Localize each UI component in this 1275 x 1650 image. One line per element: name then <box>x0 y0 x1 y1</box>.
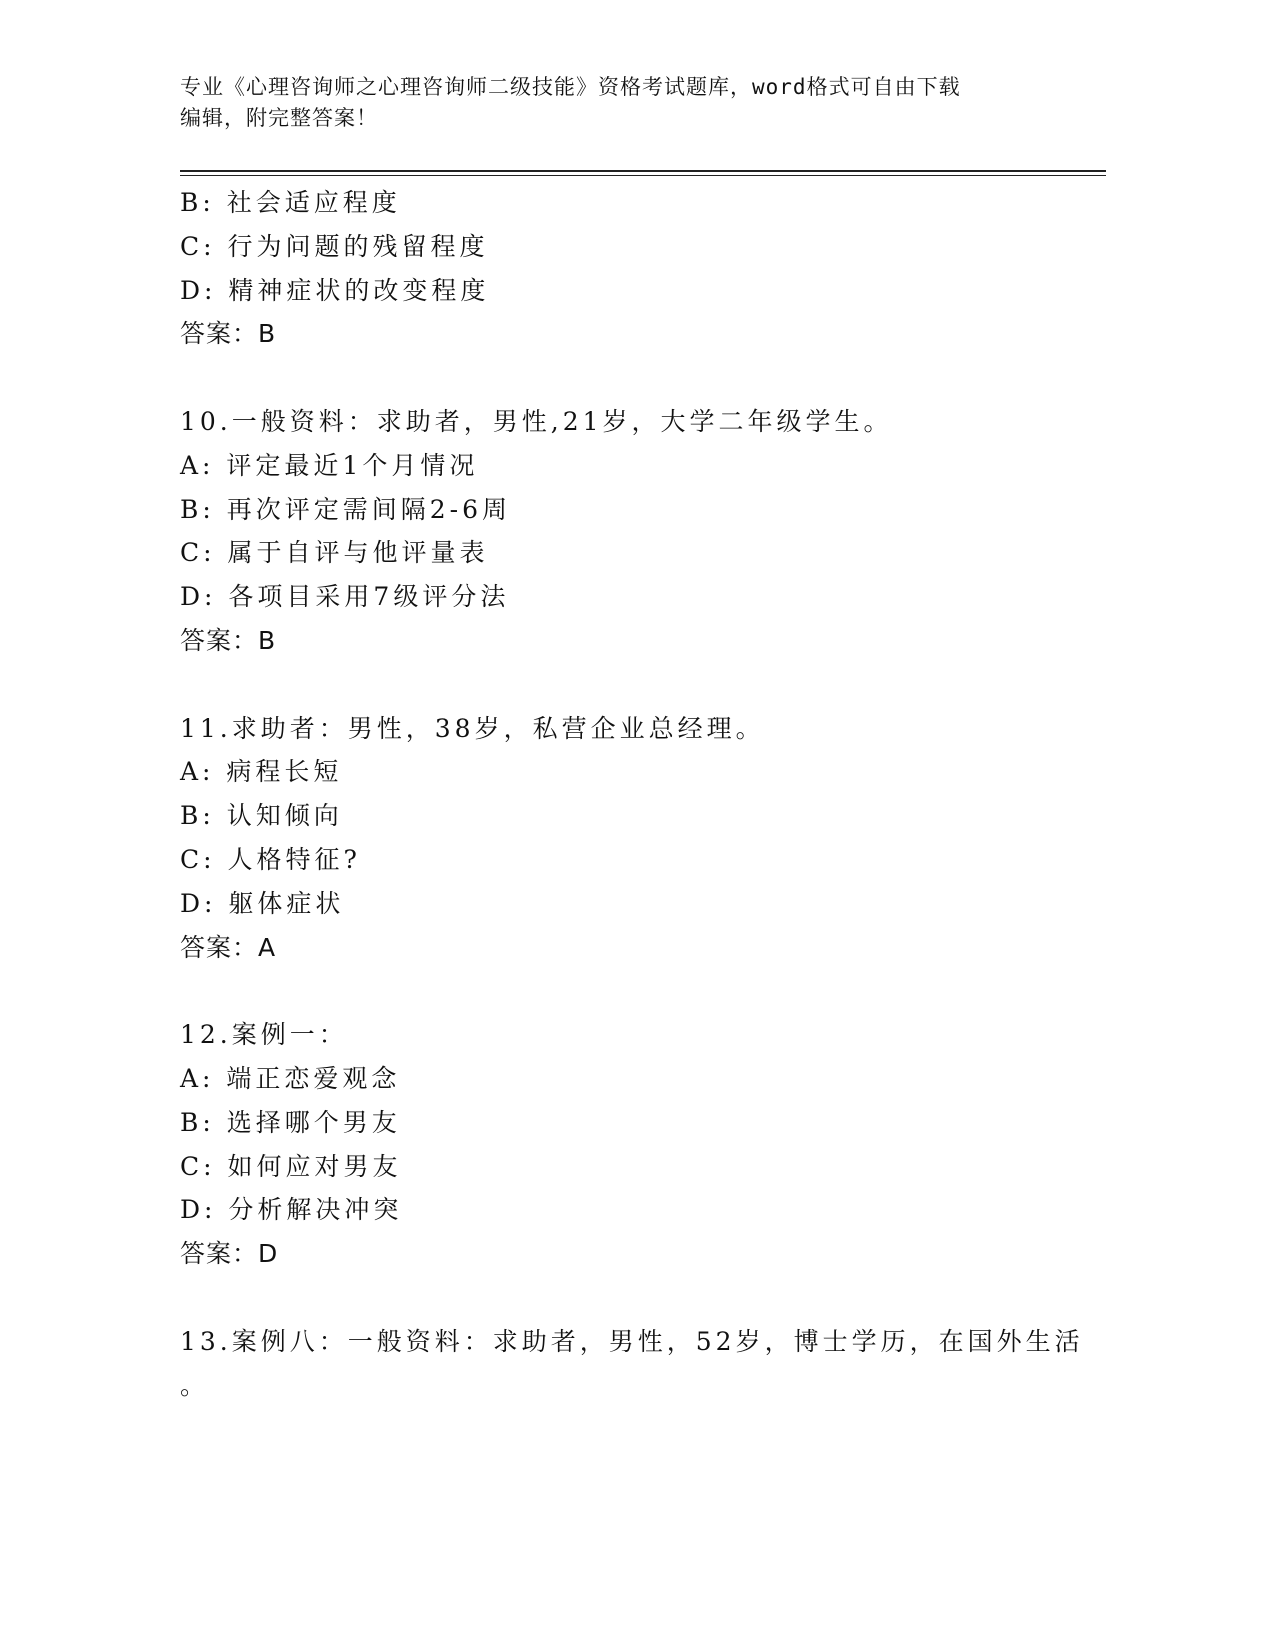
option-b: B: 认知倾向 <box>180 801 343 831</box>
option-b: B: 社会适应程度 <box>180 188 401 217</box>
question-9-partial <box>180 181 1106 356</box>
option-b: B: 选择哪个男友 <box>180 1107 401 1137</box>
header-divider-thin <box>180 175 1106 176</box>
question-list <box>180 181 1106 1407</box>
spacer <box>180 1276 1106 1320</box>
answer-line: 答案：B <box>180 319 277 349</box>
question-12 <box>180 1013 1106 1276</box>
answer-line: 答案：A <box>180 932 277 962</box>
option-d: D: 分析解决冲突 <box>180 1195 403 1225</box>
option-d: D: 各项目采用7级评分法 <box>180 582 510 612</box>
question-10 <box>180 400 1106 663</box>
option-a: A: 评定最近1个月情况 <box>180 450 479 480</box>
answer-line: 答案：B <box>180 625 277 655</box>
question-13 <box>180 1320 1106 1408</box>
spacer <box>180 663 1106 707</box>
header-divider-thick <box>180 170 1106 172</box>
document-header <box>180 72 1040 134</box>
option-d: D: 躯体症状 <box>180 888 345 918</box>
option-c: C: 人格特征? <box>180 844 361 874</box>
header-line-1: 专业《心理咨询师之心理咨询师二级技能》资格考试题库，word格式可自由下载 <box>180 75 961 99</box>
question-11 <box>180 707 1106 970</box>
option-c: C: 如何应对男友 <box>180 1151 402 1181</box>
question-stem: 11.求助者：男性，38岁，私营企业总经理。 <box>180 713 765 743</box>
option-b: B: 再次评定需间隔2-6周 <box>180 494 512 524</box>
spacer <box>180 356 1106 400</box>
spacer <box>180 969 1106 1013</box>
header-line-2: 编辑，附完整答案！ <box>180 106 378 130</box>
answer-line: 答案：D <box>180 1239 279 1269</box>
option-c: C: 属于自评与他评量表 <box>180 538 489 568</box>
question-stem: 12.案例一： <box>180 1020 348 1050</box>
option-a: A: 端正恋爱观念 <box>180 1063 401 1093</box>
question-stem: 13.案例八：一般资料：求助者，男性，52岁，博士学历，在国外生活 <box>180 1326 1084 1356</box>
question-stem: 10.一般资料：求助者，男性,21岁，大学二年级学生。 <box>180 406 893 436</box>
question-stem-continuation: 。 <box>180 1370 210 1400</box>
option-a: A: 病程长短 <box>180 757 343 787</box>
option-d: D: 精神症状的改变程度 <box>180 275 490 305</box>
option-c: C: 行为问题的残留程度 <box>180 231 489 261</box>
